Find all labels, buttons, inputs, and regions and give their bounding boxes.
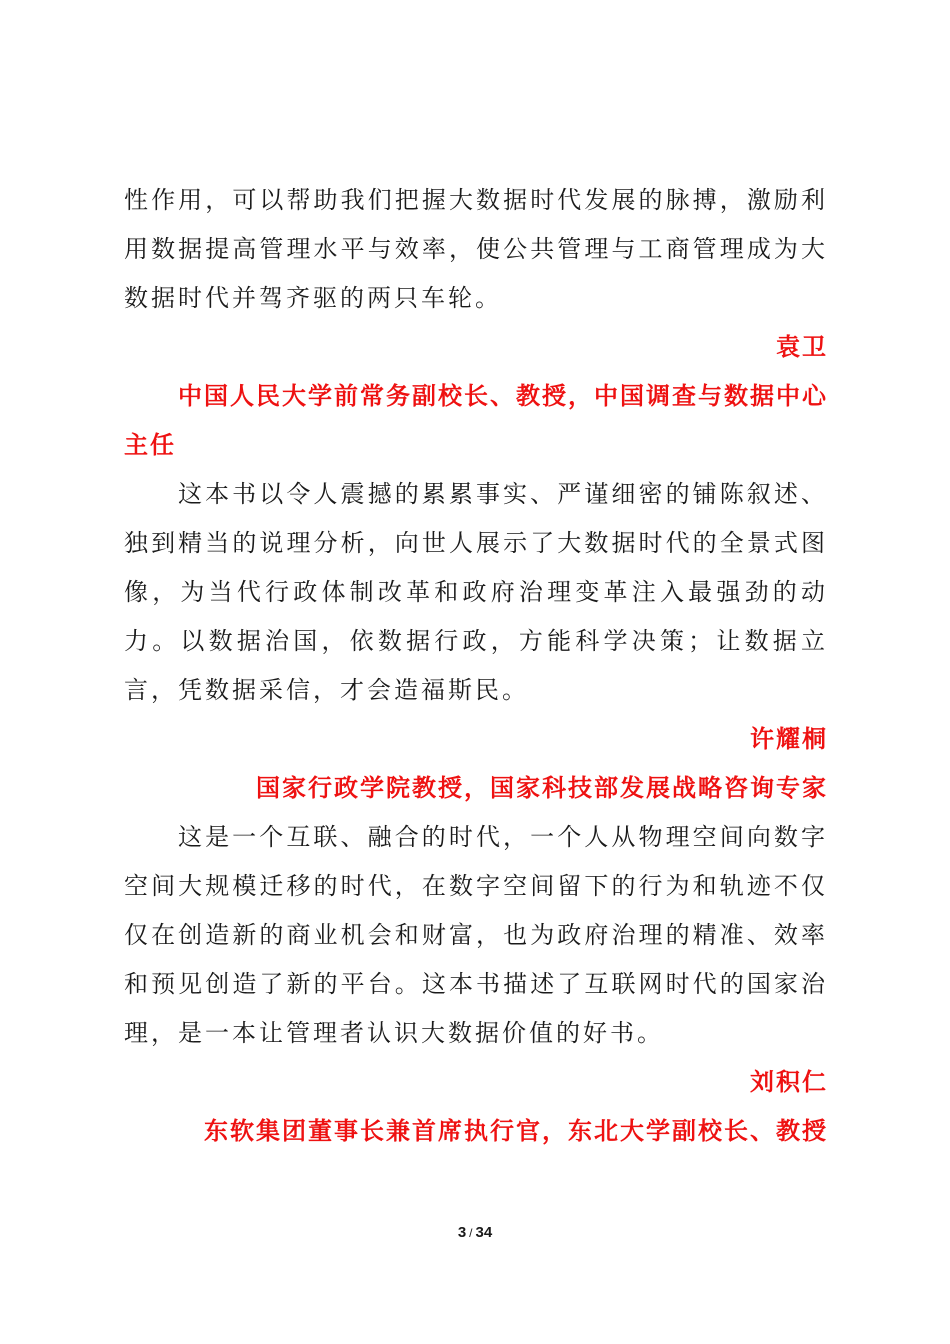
endorsement-paragraph-2: 这本书以令人震撼的累累事实、严谨细密的铺陈叙述、独到精当的说理分析，向世人展示了大数据时代的全景式图像，为当代行政体制改革和政府治理变革注入最强劲的动力。以数据治国，依数据行政，方能科学决策；让数据立言，凭数据采信，才会造福斯民。: [124, 480, 828, 704]
endorser-title-3: 东软集团董事长兼首席执行官，东北大学副校长、教授: [204, 1117, 828, 1145]
endorser-title-1: 中国人民大学前常务副校长、教授，中国调查与数据中心主任: [124, 382, 828, 459]
endorser-name-2: 许耀桐: [750, 725, 828, 753]
page-total: 34: [475, 1224, 493, 1241]
endorser-name-1: 袁卫: [776, 333, 828, 361]
endorsement-paragraph-3: 这是一个互联、融合的时代，一个人从物理空间向数字空间大规模迁移的时代，在数字空间留下的行为和轨迹不仅仅在创造新的商业机会和财富，也为政府治理的精准、效率和预见创造了新的平台。这本书描述了互联网时代的国家治理，是一本让管理者认识大数据价值的好书。: [124, 823, 828, 1047]
endorsement-paragraph-1: 性作用，可以帮助我们把握大数据时代发展的脉搏，激励利用数据提高管理水平与效率，使公共管理与工商管理成为大数据时代并驾齐驱的两只车轮。: [124, 186, 828, 312]
page-current: 3: [457, 1224, 467, 1241]
page-number: [0, 1224, 950, 1241]
document-body: [124, 176, 828, 1156]
page-separator: /: [469, 1226, 473, 1240]
endorser-title-2: 国家行政学院教授，国家科技部发展战略咨询专家: [256, 774, 828, 802]
endorser-name-3: 刘积仁: [750, 1068, 828, 1096]
